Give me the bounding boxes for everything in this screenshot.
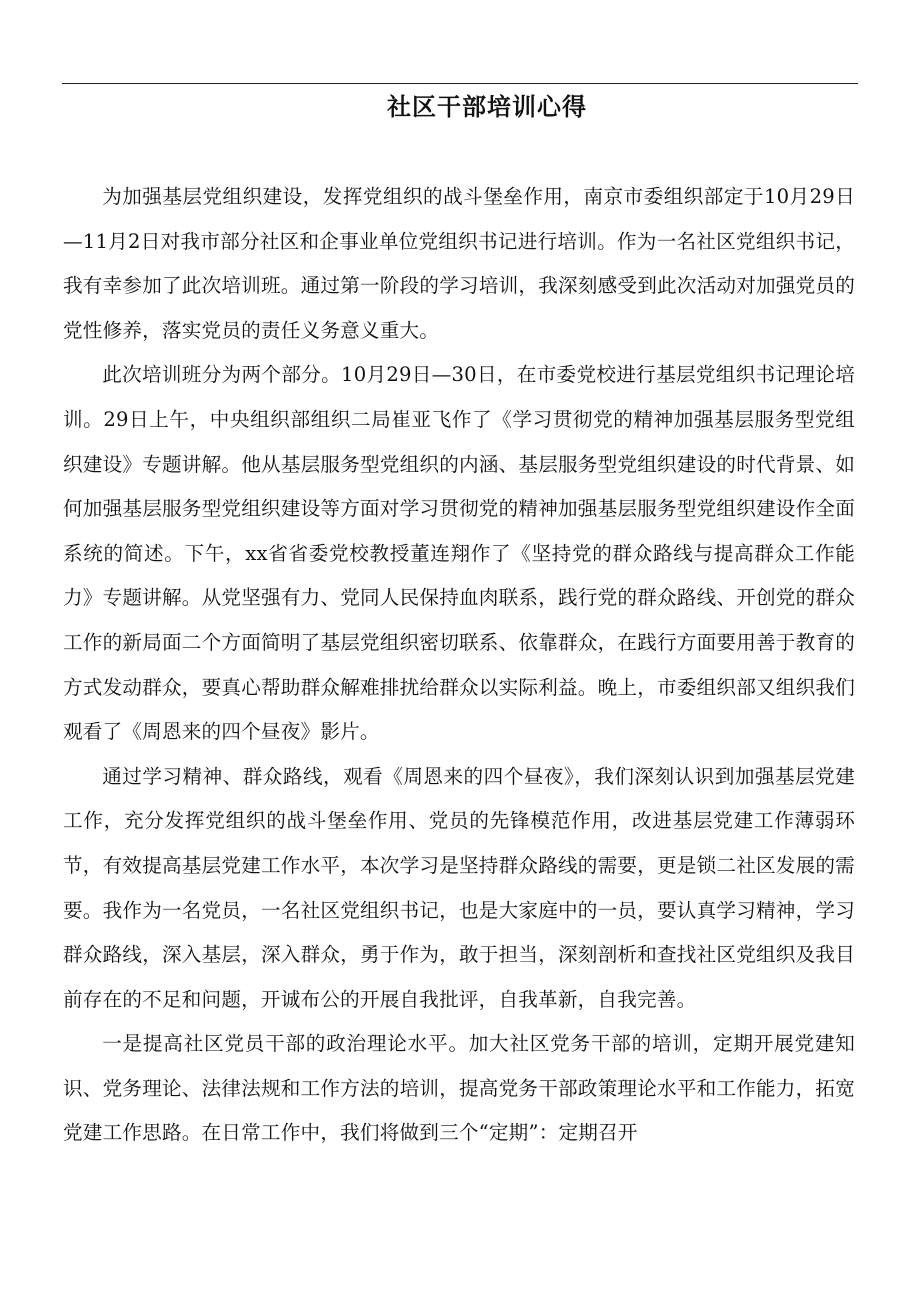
document-body — [63, 175, 855, 1156]
header-rule — [62, 83, 858, 84]
paragraph-3: 通过学习精神、群众路线，观看《周恩来的四个昼夜》，我们深刻认识到加强基层党建工作，充分发挥党组织的战斗堡垒作用、党员的先锋模范作用，改进基层党建工作薄弱环节，有效提高基层党建工作水平，本次学习是坚持群众路线的需要，更是锁二社区发展的需要。我作为一名党员，一名社区党组织书记，也是大家庭中的一员，要认真学习精神，学习群众路线，深入基层，深入群众，勇于作为，敢于担当，深刻剖析和查找社区党组织及我目前存在的不足和问题，开诚布公的开展自我批评，自我革新，自我完善。 — [63, 764, 855, 1011]
paragraph-2: 此次培训班分为两个部分。10月29日—30日，在市委党校进行基层党组织书记理论培训。29日上午，中央组织部组织二局崔亚飞作了《学习贯彻党的精神加强基层服务型党组织建设》专题讲解。他从基层服务型党组织的内涵、基层服务型党组织建设的时代背景、如何加强基层服务型党组织建设等方面对学习贯彻党的精神加强基层服务型党组织建设作全面系统的简述。下午，xx省省委党校教授董连翔作了《坚持党的群众路线与提高群众工作能力》专题讲解。从党坚强有力、党同人民保持血肉联系，践行党的群众路线、开创党的群众工作的新局面二个方面简明了基层党组织密切联系、依靠群众，在践行方面要用善于教育的方式发动群众，要真心帮助群众解难排扰给群众以实际利益。晚上，市委组织部又组织我们观看了《周恩来的四个昼夜》影片。 — [63, 363, 855, 744]
document-title: 社区干部培训心得 — [387, 93, 587, 121]
paragraph-1: 为加强基层党组织建设，发挥党组织的战斗堡垒作用，南京市委组织部定于10月29日—11月2日对我市部分社区和企事业单位党组织书记进行培训。作为一名社区党组织书记，我有幸参加了此次培训班。通过第一阶段的学习培训，我深刻感受到此次活动对加强党员的党性修养，落实党员的责任义务意义重大。 — [63, 185, 855, 342]
paragraph-4: 一是提高社区党员干部的政治理论水平。加大社区党务干部的培训，定期开展党建知识、党务理论、法律法规和工作方法的培训，提高党务干部政策理论水平和工作能力，拓宽党建工作思路。在日常工作中，我们将做到三个“定期”：定期召开 — [63, 1032, 855, 1145]
